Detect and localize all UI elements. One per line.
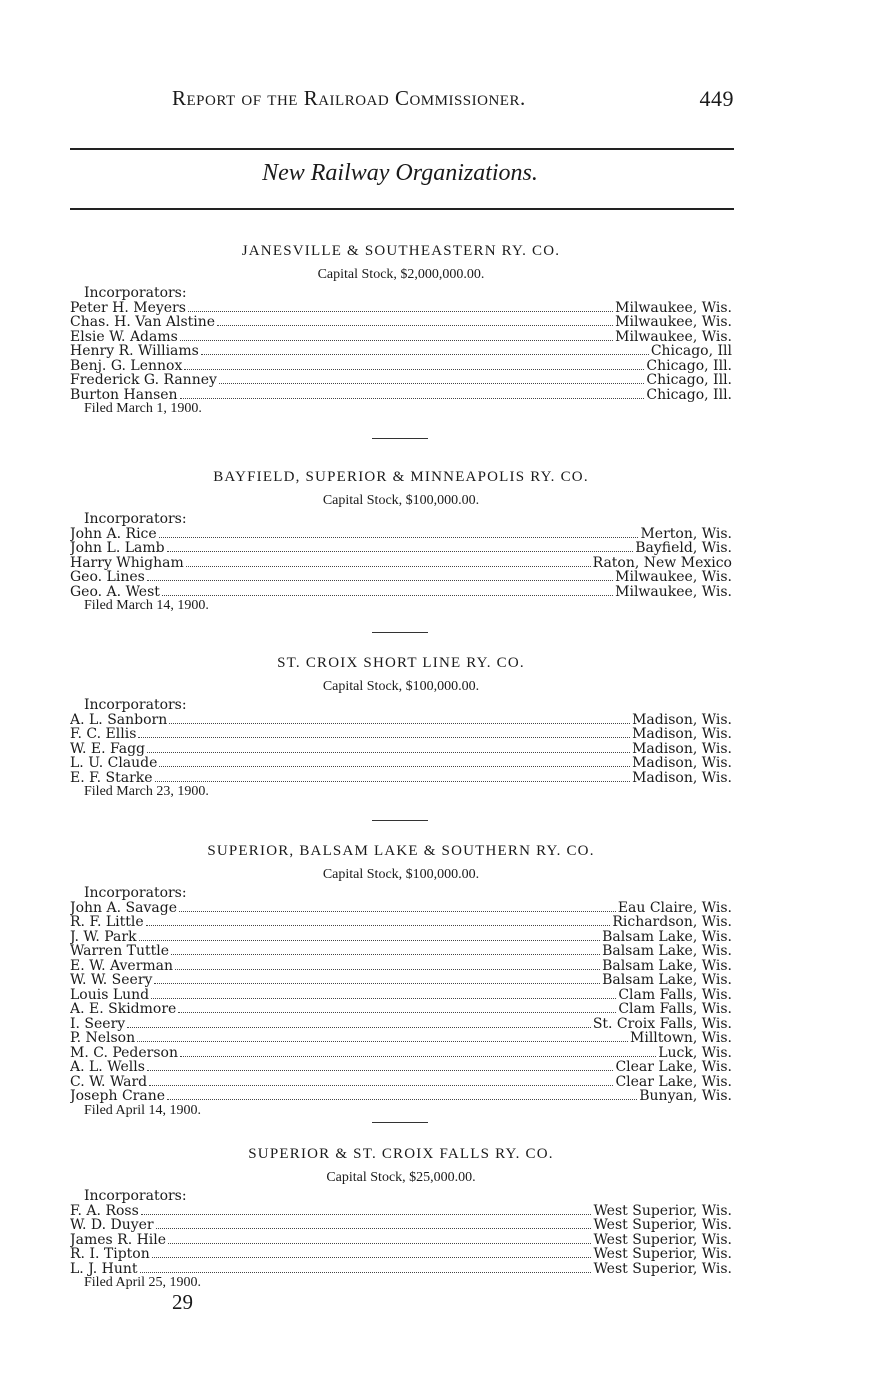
incorporators-label: Incorporators: xyxy=(84,285,187,301)
incorporator-row xyxy=(70,541,732,556)
dot-leader xyxy=(180,389,645,399)
incorporator-row xyxy=(70,1017,732,1032)
dot-leader xyxy=(149,1076,613,1086)
incorporator-name: A. E. Skidmore xyxy=(70,1002,177,1017)
dot-leader xyxy=(147,743,630,753)
dot-leader xyxy=(137,1032,628,1042)
incorporator-place: Clam Falls, Wis. xyxy=(618,987,732,1002)
incorporator-name: W. E. Fagg xyxy=(70,741,145,756)
incorporator-row xyxy=(70,944,732,959)
incorporator-name: W. W. Seery xyxy=(70,973,153,988)
dot-leader xyxy=(155,772,631,782)
company-title: SUPERIOR & ST. CROIX FALLS RY. CO. xyxy=(248,1146,554,1162)
incorporator-place: Bayfield, Wis. xyxy=(635,541,732,556)
incorporator-name: L. J. Hunt xyxy=(70,1261,138,1276)
incorporator-name: Elsie W. Adams xyxy=(70,329,178,344)
capital-stock: Capital Stock, $2,000,000.00. xyxy=(317,267,485,282)
dot-leader xyxy=(171,945,600,955)
incorporator-row xyxy=(70,1233,732,1248)
incorporator-row xyxy=(70,901,732,916)
dot-leader xyxy=(175,960,600,970)
incorporator-place: Merton, Wis. xyxy=(640,526,732,541)
section-heading: New Railway Organizations. xyxy=(262,160,538,186)
capital-stock: Capital Stock, $25,000.00. xyxy=(326,1170,476,1185)
incorporator-place: Clam Falls, Wis. xyxy=(618,1002,732,1017)
dot-leader xyxy=(178,1003,616,1013)
section-separator xyxy=(372,820,428,821)
incorporator-row xyxy=(70,556,732,571)
company-title: JANESVILLE & SOUTHEASTERN RY. CO. xyxy=(241,243,561,259)
incorporator-name: Geo. Lines xyxy=(70,570,145,585)
incorporator-row xyxy=(70,527,732,542)
incorporator-place: Eau Claire, Wis. xyxy=(617,900,732,915)
filed-date: Filed March 23, 1900. xyxy=(84,784,209,799)
dot-leader xyxy=(219,374,644,384)
incorporator-name: F. A. Ross xyxy=(70,1203,139,1218)
dot-leader xyxy=(167,542,634,552)
incorporator-place: Balsam Lake, Wis. xyxy=(602,944,732,959)
incorporator-list xyxy=(70,713,732,786)
incorporator-name: W. D. Duyer xyxy=(70,1218,154,1233)
incorporator-place: Luck, Wis. xyxy=(658,1045,732,1060)
incorporator-row xyxy=(70,915,732,930)
incorporator-place: Chicago, Ill xyxy=(650,344,732,359)
dot-leader xyxy=(167,1090,637,1100)
incorporator-row xyxy=(70,1089,732,1104)
incorporator-place: Raton, New Mexico xyxy=(592,555,732,570)
section-separator xyxy=(372,438,428,439)
page-header xyxy=(172,86,734,116)
incorporator-place: Milwaukee, Wis. xyxy=(615,570,732,585)
filed-date: Filed April 25, 1900. xyxy=(84,1275,202,1290)
incorporator-name: Joseph Crane xyxy=(70,1089,165,1104)
incorporator-place: Clear Lake, Wis. xyxy=(615,1074,732,1089)
incorporator-place: Milwaukee, Wis. xyxy=(615,300,732,315)
incorporator-row xyxy=(70,344,732,359)
incorporator-row xyxy=(70,771,732,786)
incorporator-row xyxy=(70,315,732,330)
dot-leader xyxy=(188,302,613,312)
filed-date: Filed March 1, 1900. xyxy=(84,401,202,416)
capital-stock: Capital Stock, $100,000.00. xyxy=(322,867,480,882)
bottom-rule xyxy=(70,208,734,210)
capital-stock: Capital Stock, $100,000.00. xyxy=(322,493,480,508)
dot-leader xyxy=(184,360,644,370)
incorporator-row xyxy=(70,301,732,316)
dot-leader xyxy=(140,1263,592,1273)
incorporator-place: Clear Lake, Wis. xyxy=(615,1060,732,1075)
incorporator-place: Milwaukee, Wis. xyxy=(615,315,732,330)
incorporator-name: James R. Hile xyxy=(70,1232,167,1247)
incorporator-name: Benj. G. Lennox xyxy=(70,358,183,373)
dot-leader xyxy=(159,757,630,767)
incorporator-name: John A. Savage xyxy=(70,900,177,915)
incorporator-name: Peter H. Meyers xyxy=(70,300,186,315)
capital-stock: Capital Stock, $100,000.00. xyxy=(322,679,480,694)
incorporator-name: John A. Rice xyxy=(70,526,157,541)
company-section xyxy=(70,466,732,613)
incorporator-place: Madison, Wis. xyxy=(632,756,732,771)
incorporators-label: Incorporators: xyxy=(84,1188,187,1204)
incorporator-row xyxy=(70,585,732,600)
incorporator-row xyxy=(70,388,732,403)
incorporator-name: A. L. Wells xyxy=(70,1060,145,1075)
dot-leader xyxy=(168,1234,591,1244)
dot-leader xyxy=(146,916,611,926)
incorporator-place: Balsam Lake, Wis. xyxy=(602,929,732,944)
incorporator-place: Richardson, Wis. xyxy=(612,915,732,930)
section-separator xyxy=(372,1122,428,1123)
incorporator-place: Bunyan, Wis. xyxy=(639,1089,732,1104)
dot-leader xyxy=(156,1219,592,1229)
incorporator-place: Balsam Lake, Wis. xyxy=(602,973,732,988)
incorporator-place: West Superior, Wis. xyxy=(593,1203,732,1218)
incorporators-label: Incorporators: xyxy=(84,697,187,713)
incorporator-list xyxy=(70,1204,732,1277)
incorporator-row xyxy=(70,1046,732,1061)
incorporator-row xyxy=(70,988,732,1003)
incorporator-name: I. Seery xyxy=(70,1016,126,1031)
running-title: Report of the Railroad Commissioner. xyxy=(172,86,526,110)
dot-leader xyxy=(147,1061,614,1071)
incorporator-name: R. F. Little xyxy=(70,915,144,930)
incorporator-row xyxy=(70,973,732,988)
dot-leader xyxy=(186,557,591,567)
dot-leader xyxy=(141,1205,592,1215)
dot-leader xyxy=(139,931,600,941)
incorporator-row xyxy=(70,1204,732,1219)
incorporator-row xyxy=(70,713,732,728)
page-number: 449 xyxy=(699,86,734,111)
incorporator-name: R. I. Tipton xyxy=(70,1247,150,1262)
incorporator-row xyxy=(70,756,732,771)
dot-leader xyxy=(179,902,616,912)
filed-date: Filed April 14, 1900. xyxy=(84,1102,202,1118)
incorporator-row xyxy=(70,1218,732,1233)
incorporator-row xyxy=(70,1060,732,1075)
incorporator-name: J. W. Park xyxy=(70,929,137,944)
company-section xyxy=(70,1143,732,1290)
incorporator-name: A. L. Sanborn xyxy=(70,712,168,727)
incorporator-place: Madison, Wis. xyxy=(632,741,732,756)
company-title: ST. CROIX SHORT LINE RY. CO. xyxy=(277,655,525,671)
incorporator-place: Chicago, Ill. xyxy=(646,387,732,402)
incorporator-row xyxy=(70,1031,732,1046)
company-title: BAYFIELD, SUPERIOR & MINNEAPOLIS RY. CO. xyxy=(213,469,589,485)
incorporator-name: P. Nelson xyxy=(70,1031,136,1046)
incorporator-row xyxy=(70,359,732,374)
incorporator-row xyxy=(70,1002,732,1017)
incorporator-place: Milwaukee, Wis. xyxy=(615,329,732,344)
company-title: SUPERIOR, BALSAM LAKE & SOUTHERN RY. CO. xyxy=(207,843,595,859)
incorporator-row xyxy=(70,742,732,757)
incorporator-name: Geo. A. West xyxy=(70,584,160,599)
incorporator-name: E. W. Averman xyxy=(70,958,174,973)
section-separator xyxy=(372,632,428,633)
incorporator-name: F. C. Ellis xyxy=(70,727,137,742)
incorporator-row xyxy=(70,930,732,945)
incorporator-place: West Superior, Wis. xyxy=(593,1218,732,1233)
incorporator-place: St. Croix Falls, Wis. xyxy=(592,1016,732,1031)
incorporator-name: M. C. Pederson xyxy=(70,1045,178,1060)
incorporator-name: C. W. Ward xyxy=(70,1074,148,1089)
dot-leader xyxy=(180,331,613,341)
incorporator-place: West Superior, Wis. xyxy=(593,1232,732,1247)
signature-mark: 29 xyxy=(172,1290,193,1314)
company-section xyxy=(70,840,732,1118)
incorporator-place: Milwaukee, Wis. xyxy=(615,584,732,599)
dot-leader xyxy=(127,1018,591,1028)
incorporator-name: John L. Lamb xyxy=(70,541,165,556)
incorporator-place: Madison, Wis. xyxy=(632,770,732,785)
incorporator-place: Madison, Wis. xyxy=(632,727,732,742)
top-rule xyxy=(70,148,734,150)
dot-leader xyxy=(169,714,630,724)
dot-leader xyxy=(217,316,613,326)
dot-leader xyxy=(154,974,600,984)
dot-leader xyxy=(180,1047,656,1057)
incorporator-name: L. U. Claude xyxy=(70,756,158,771)
incorporator-row xyxy=(70,1247,732,1262)
incorporator-name: Chas. H. Van Alstine xyxy=(70,315,216,330)
incorporator-place: Chicago, Ill. xyxy=(646,358,732,373)
filed-date: Filed March 14, 1900. xyxy=(84,598,209,613)
incorporator-row xyxy=(70,959,732,974)
company-section xyxy=(70,652,732,799)
incorporators-label: Incorporators: xyxy=(84,511,187,527)
incorporator-name: Burton Hansen xyxy=(70,387,178,402)
incorporator-list xyxy=(70,301,732,403)
incorporator-place: Milltown, Wis. xyxy=(630,1031,732,1046)
incorporator-name: E. F. Starke xyxy=(70,770,153,785)
company-section xyxy=(70,240,732,416)
incorporator-row xyxy=(70,373,732,388)
incorporator-place: West Superior, Wis. xyxy=(593,1261,732,1276)
incorporator-row xyxy=(70,330,732,345)
incorporator-name: Louis Lund xyxy=(70,987,150,1002)
dot-leader xyxy=(201,345,649,355)
dot-leader xyxy=(152,1248,592,1258)
incorporator-place: Madison, Wis. xyxy=(632,712,732,727)
incorporator-list xyxy=(70,527,732,600)
dot-leader xyxy=(138,728,630,738)
incorporator-row xyxy=(70,570,732,585)
incorporators-label: Incorporators: xyxy=(84,885,187,901)
incorporator-place: West Superior, Wis. xyxy=(593,1247,732,1262)
incorporator-list xyxy=(70,901,732,1104)
incorporator-row xyxy=(70,1262,732,1277)
incorporator-name: Harry Whigham xyxy=(70,555,184,570)
dot-leader xyxy=(162,586,613,596)
dot-leader xyxy=(147,571,613,581)
dot-leader xyxy=(151,989,616,999)
incorporator-name: Henry R. Williams xyxy=(70,344,199,359)
incorporator-row xyxy=(70,1075,732,1090)
dot-leader xyxy=(159,528,639,538)
incorporator-name: Warren Tuttle xyxy=(70,944,170,959)
incorporator-place: Balsam Lake, Wis. xyxy=(602,958,732,973)
incorporator-name: Frederick G. Ranney xyxy=(70,373,217,388)
incorporator-place: Chicago, Ill. xyxy=(646,373,732,388)
incorporator-row xyxy=(70,727,732,742)
